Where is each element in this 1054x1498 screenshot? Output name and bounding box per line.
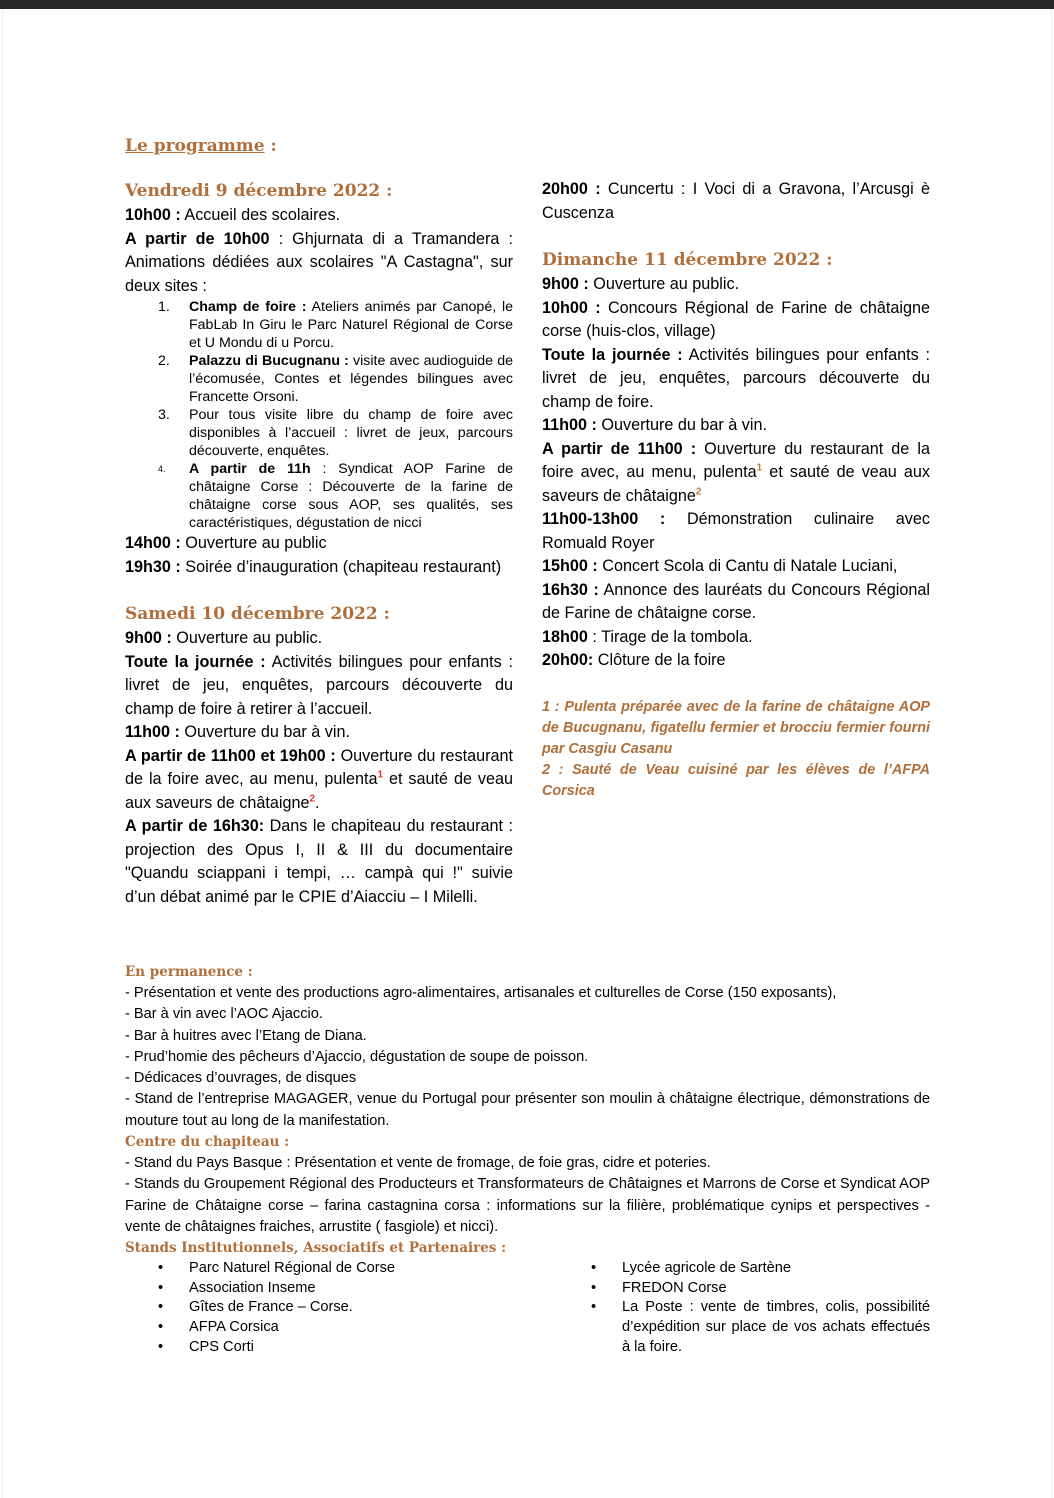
saturday-item <box>125 651 513 722</box>
sunday-item <box>542 555 930 579</box>
title-suffix: : <box>264 136 277 156</box>
site-text: visite avec audioguide de l’écomusée, Contes et légendes bilingues avec Francette Orsoni. <box>189 353 513 405</box>
site-item <box>125 352 513 406</box>
event-text: . <box>315 793 320 812</box>
left-column <box>125 178 513 909</box>
footnote-2: 2 : Sauté de Veau cuisiné par les élèves de l’AFPA Corsica <box>542 761 930 799</box>
stand-label: AFPA Corsica <box>189 1319 279 1336</box>
footnotes <box>542 697 930 802</box>
event-text: Cuncertu : I Voci di a Gravona, l’Arcusgi è Cuscenza <box>542 180 931 222</box>
site-item <box>125 298 513 352</box>
site-label: Palazzu di Bucugnanu : <box>189 353 349 369</box>
sunday-item <box>542 626 930 650</box>
event-text: et sauté de veau aux saveurs de châtaigne <box>125 770 514 812</box>
saturday-item <box>542 178 930 225</box>
stand-item <box>158 1318 488 1338</box>
site-text: Ateliers animés par Canopé, le FabLab In Giru le Parc Naturel Régional de Corse et U Mondu di u Porcu. <box>189 299 514 351</box>
friday-item <box>125 556 513 580</box>
sunday-item <box>542 344 930 415</box>
permanence-item: - Dédicaces d’ouvrages, de disques <box>125 1070 357 1087</box>
chapiteau-item: - Stand du Pays Basque : Présentation et vente de fromage, de foie gras, cidre et poteries. <box>125 1155 711 1172</box>
time-label: 9h00 : <box>125 629 172 647</box>
event-text: Concours Régional de Farine de châtaigne corse (huis-clos, village) <box>542 298 930 340</box>
friday-item <box>125 228 513 299</box>
bullet-icon: • <box>591 1260 597 1277</box>
stand-label: Association Inseme <box>189 1279 316 1296</box>
stand-item <box>158 1259 488 1279</box>
window-top-bar <box>0 0 1054 9</box>
chapiteau-item: - Stands du Groupement Régional des Producteurs et Transformateurs de Châtaignes et Marrons de Corse et Syndicat AOP Farine de Châtaigne corse – farina castagnina corsa : informations sur la filière, problématique cynips et perspectives - vente de châtaignes fraiches, arrustite ( fasgiole) et nicci). <box>125 1176 930 1235</box>
permanence-item: - Présentation et vente des productions agro-alimentaires, artisanales et culturelles de Corse (150 exposants), <box>125 985 837 1001</box>
bullet-icon: • <box>158 1338 164 1355</box>
permanence-heading: En permanence : <box>125 964 253 980</box>
footnote-1: 1 : Pulenta préparée avec de la farine de châtaigne AOP de Bucugnanu, figatellu fermier et brocciu fermier fourni par Casgiu Casanu <box>542 698 930 757</box>
footnote-ref-1[interactable]: 1 <box>756 462 763 474</box>
title-text: Le programme <box>125 136 265 156</box>
event-text: Ouverture au public <box>180 534 327 552</box>
event-text: Dans le chapiteau du restaurant : projection des Opus I, II & III du documentaire "Quandu sciappani i tempi, … campà qui !" suivie d’un débat animé par le CPIE d’Aiacciu – I Milelli. <box>125 817 513 906</box>
chapiteau-heading: Centre du chapiteau : <box>125 1134 290 1151</box>
sunday-item <box>542 414 930 438</box>
time-label: 14h00 : <box>125 534 181 552</box>
event-text: Clôture de la foire <box>593 651 726 669</box>
saturday-item <box>125 815 513 909</box>
time-label: 10h00 : <box>125 206 181 224</box>
site-item <box>125 460 513 532</box>
time-label: 9h00 : <box>542 275 589 293</box>
list-number: 4. <box>158 464 166 474</box>
sunday-item <box>542 297 930 344</box>
time-label: 11h00 : <box>125 723 180 741</box>
footnote-ref-1[interactable]: 1 <box>377 769 384 781</box>
list-number: 2. <box>158 353 170 369</box>
event-text: Activités bilingues pour enfants : livret de jeu, enquêtes, parcours découverte du champ de foire. <box>542 345 930 411</box>
event-text: Ouverture au public. <box>588 275 740 293</box>
saturday-item <box>125 745 513 816</box>
time-label: 16h30 : <box>542 580 599 599</box>
stand-item <box>591 1298 930 1357</box>
bullet-icon: • <box>158 1279 164 1296</box>
permanence-item: - Bar à vin avec l’AOC Ajaccio. <box>125 1006 323 1023</box>
stand-item <box>158 1279 488 1299</box>
list-number: 1. <box>158 299 170 315</box>
time-label: A partir de 10h00 <box>125 229 270 248</box>
bottom-section <box>125 962 930 1359</box>
site-item <box>125 406 513 460</box>
saturday-item <box>125 627 513 651</box>
time-label: Toute la journée : <box>542 345 683 364</box>
time-label: 11h00-13h00 : <box>542 510 666 528</box>
page-title <box>125 136 277 156</box>
bullet-icon: • <box>591 1279 597 1296</box>
event-text: : Ghjurnata di a Tramandera : Animations dédiées aux scolaires "A Castagna", sur deux sites : <box>125 229 513 295</box>
event-text: Soirée d’inauguration (chapiteau restaurant) <box>180 557 502 576</box>
event-text: Concert Scola di Cantu di Natale Luciani, <box>597 557 898 575</box>
time-label: 10h00 : <box>542 298 601 317</box>
event-text: et sauté de veau aux saveurs de châtaigne <box>542 463 930 505</box>
stand-item <box>158 1338 488 1358</box>
event-text: Ouverture au public. <box>171 629 323 647</box>
saturday-heading: Samedi 10 décembre 2022 : <box>125 604 390 624</box>
permanence-item: - Bar à huitres avec l’Etang de Diana. <box>125 1027 367 1044</box>
bullet-icon: • <box>158 1260 164 1277</box>
bullet-icon: • <box>158 1319 164 1336</box>
sunday-heading: Dimanche 11 décembre 2022 : <box>542 250 833 270</box>
time-label: 19h30 : <box>125 557 181 576</box>
sunday-item <box>542 579 930 626</box>
time-label: A partir de 11h00 et 19h00 : <box>125 746 336 765</box>
stand-label: Gîtes de France – Corse. <box>189 1299 353 1316</box>
sunday-item <box>542 438 930 509</box>
sunday-item <box>542 649 930 673</box>
event-text: Ouverture du restaurant de la foire avec, au menu, pulenta <box>542 439 930 481</box>
stand-label: La Poste : vente de timbres, colis, possibilité d’expédition sur place de vos achats effectués à la foire. <box>622 1299 930 1355</box>
event-text: Accueil des scolaires. <box>180 206 341 224</box>
footnote-ref-2[interactable]: 2 <box>695 486 702 498</box>
event-text: Annonce des lauréats du Concours Régional de Farine de châtaigne corse. <box>542 580 930 622</box>
time-label: A partir de 16h30: <box>125 817 265 835</box>
site-text: Pour tous visite libre du champ de foire avec disponibles à l’accueil : livret de jeux, parcours découverte, enquêtes. <box>189 407 513 459</box>
time-label: 20h00 : <box>542 180 601 198</box>
stand-item <box>591 1259 930 1279</box>
event-text: Démonstration culinaire avec Romuald Royer <box>542 510 930 552</box>
stand-label: Parc Naturel Régional de Corse <box>189 1260 396 1277</box>
stands-list <box>125 1259 930 1359</box>
time-label: 20h00: <box>542 651 594 669</box>
time-label: 15h00 : <box>542 557 598 575</box>
stand-item <box>591 1279 930 1299</box>
event-text: Ouverture du restaurant de la foire avec, au menu, pulenta <box>125 746 514 788</box>
footnote-ref-2[interactable]: 2 <box>309 793 316 805</box>
sites-list <box>125 298 513 532</box>
site-text: : Syndicat AOP Farine de châtaigne Corse : Découverte de la farine de châtaigne corse sous AOP, ses qualités, ses caractéristiques, dégustation de nicci <box>189 461 514 531</box>
sunday-item <box>542 508 930 555</box>
event-text: Ouverture du bar à vin. <box>179 723 350 741</box>
time-label: Toute la journée : <box>125 652 266 671</box>
stands-list-left <box>158 1259 488 1357</box>
permanence-item: - Stand de l’entreprise MAGAGER, venue du Portugal pour présenter son moulin à châtaigne électrique, démonstrations de mouture tout au long de la manifestation. <box>125 1091 930 1129</box>
bullet-icon: • <box>158 1299 164 1316</box>
site-label: Champ de foire : <box>189 299 307 315</box>
permanence-item: - Prud’homie des pêcheurs d’Ajaccio, dégustation de soupe de poisson. <box>125 1048 589 1065</box>
list-number: 3. <box>158 407 170 423</box>
stand-label: FREDON Corse <box>622 1279 727 1296</box>
friday-item <box>125 204 513 228</box>
bullet-icon: • <box>591 1299 597 1316</box>
stands-heading: Stands Institutionnels, Associatifs et Partenaires : <box>125 1240 507 1257</box>
site-label: A partir de 11h <box>189 461 311 477</box>
event-text: : Tirage de la tombola. <box>587 627 753 646</box>
friday-item <box>125 532 513 556</box>
event-text: Ouverture du bar à vin. <box>596 416 767 434</box>
event-text: Activités bilingues pour enfants : livret de jeu, enquêtes, parcours découverte du champ de foire à retirer à l’accueil. <box>125 652 513 718</box>
time-label: A partir de 11h00 : <box>542 439 697 458</box>
saturday-item <box>125 721 513 745</box>
right-column <box>542 178 930 802</box>
time-label: 11h00 : <box>542 416 597 434</box>
stand-label: Lycée agricole de Sartène <box>622 1260 792 1277</box>
stand-label: CPS Corti <box>189 1338 254 1355</box>
sunday-item <box>542 273 930 297</box>
time-label: 18h00 <box>542 627 588 646</box>
friday-heading: Vendredi 9 décembre 2022 : <box>125 181 393 201</box>
stands-list-right <box>591 1259 930 1357</box>
stand-item <box>158 1298 488 1318</box>
